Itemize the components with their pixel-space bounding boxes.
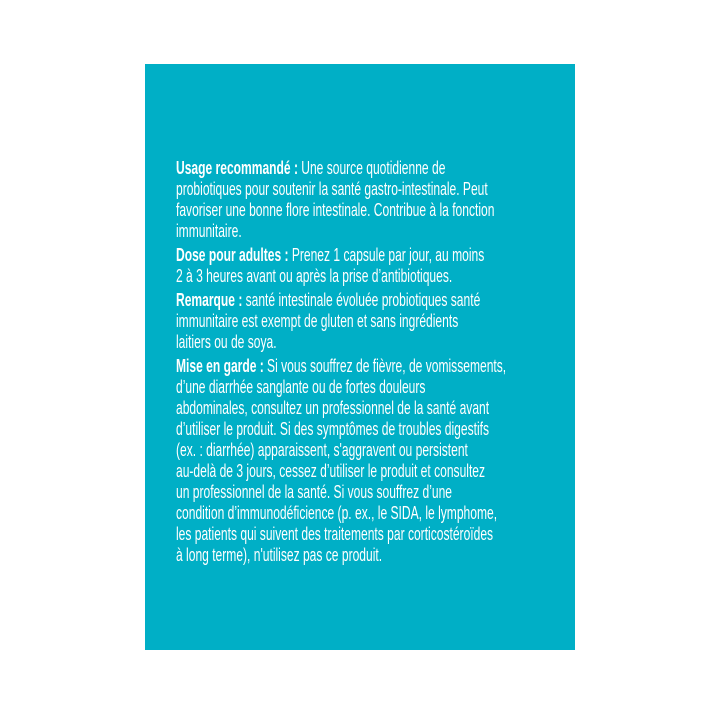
section-mise-en-garde [176, 356, 578, 566]
text-line: à long terme), n'utilisez pas ce produit. [176, 545, 383, 565]
text-line [176, 356, 578, 377]
section-heading: Mise en garde : [176, 356, 264, 376]
section-usage-recommande [176, 158, 578, 242]
text-line: favoriser une bonne flore intestinale. Contribue à la fonction [176, 200, 495, 220]
line-text: santé intestinale évoluée probiotiques santé [245, 290, 481, 310]
section-heading: Dose pour adultes : [176, 245, 289, 265]
text-line: immunitaire est exempt de gluten et sans ingrédients [176, 311, 459, 331]
text-line: 2 à 3 heures avant ou après la prise d’antibiotiques. [176, 266, 453, 286]
line-text: Si vous souffrez de fièvre, de vomissements, [267, 356, 507, 376]
text-line: un professionnel de la santé. Si vous souffrez d’une [176, 482, 452, 502]
section-dose-pour-adultes [176, 245, 578, 287]
text-line [176, 290, 578, 311]
section-heading: Usage recommandé : [176, 158, 298, 178]
text-line [176, 245, 578, 266]
text-line: condition d’immunodéficience (p. ex., le SIDA, le lymphome, [176, 503, 498, 523]
section-remarque [176, 290, 578, 353]
section-heading: Remarque : [176, 290, 243, 310]
text-line: au-delà de 3 jours, cessez d’utiliser le produit et consultez [176, 461, 486, 481]
text-line: abdominales, consultez un professionnel de la santé avant [176, 398, 490, 418]
text-line [176, 158, 578, 179]
text-line: immunitaire. [176, 221, 242, 241]
text-line: d’utiliser le produit. Si des symptômes de troubles digestifs [176, 419, 490, 439]
text-line: probiotiques pour soutenir la santé gastro-intestinale. Peut [176, 179, 488, 199]
product-label-panel [145, 64, 575, 650]
text-line: laitiers ou de soya. [176, 332, 277, 352]
text-line: d’une diarrhée sanglante ou de fortes douleurs [176, 377, 426, 397]
text-line: (ex. : diarrhée) apparaissent, s'aggravent ou persistent [176, 440, 468, 460]
text-line: les patients qui suivent des traitements par corticostéroïdes [176, 524, 494, 544]
label-text-block [176, 158, 578, 566]
line-text: Une source quotidienne de [301, 158, 446, 178]
line-text: Prenez 1 capsule par jour, au moins [291, 245, 485, 265]
